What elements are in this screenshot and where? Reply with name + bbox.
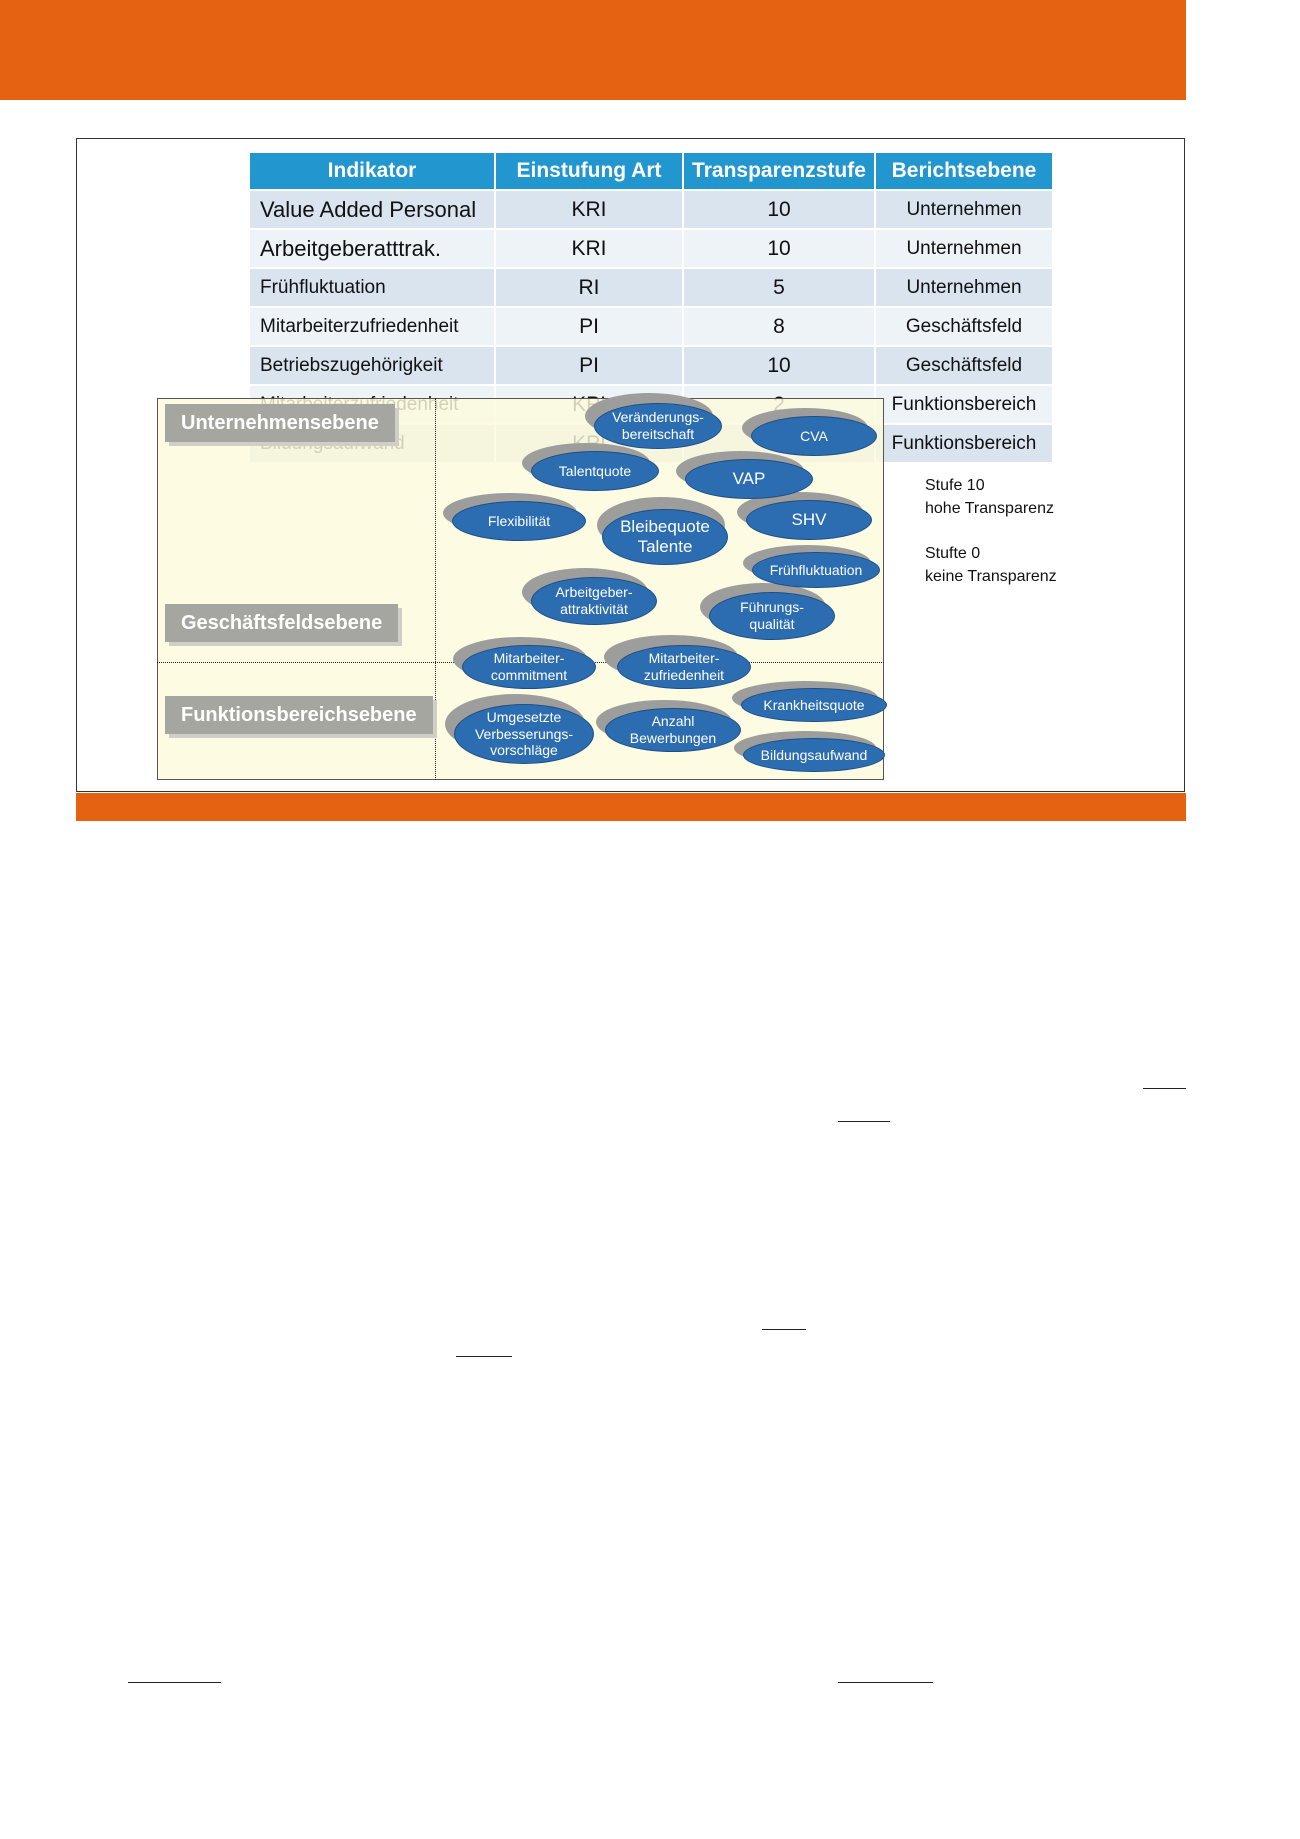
- ellipse-mitarbeitercommitment: Mitarbeiter- commitment: [462, 645, 596, 689]
- cell-level: 10: [684, 191, 874, 228]
- footnote-underline: [456, 1356, 512, 1357]
- table-row: [250, 191, 1052, 228]
- cell-indicator: Mitarbeiterzufriedenheit: [250, 308, 494, 345]
- ellipse-veraenderungsbereitschaft: Veränderungs- bereitschaft: [594, 403, 722, 449]
- cell-report: Geschäftsfeld: [876, 347, 1052, 384]
- table-row: [250, 308, 1052, 345]
- matrix-vertical-divider: [435, 398, 436, 780]
- cell-level: 10: [684, 347, 874, 384]
- table-row: [250, 347, 1052, 384]
- table-row: [250, 230, 1052, 267]
- footnote-underline: [128, 1682, 221, 1683]
- footnote-underline: [838, 1682, 933, 1683]
- ellipse-verbesserungsvorschlaege: Umgesetzte Verbesserungs- vorschläge: [454, 704, 594, 764]
- footnote-underline: [1143, 1088, 1186, 1089]
- legend-low-desc: keine Transparenz: [925, 568, 1057, 585]
- header-indikator: Indikator: [250, 153, 494, 189]
- ellipse-bildungsaufwand: Bildungsaufwand: [743, 738, 885, 772]
- footnote-underline: [838, 1121, 890, 1122]
- cell-indicator: Value Added Personal: [250, 191, 494, 228]
- level-label-function: Funktionsbereichsebene: [165, 696, 433, 734]
- ellipse-shv: SHV: [746, 500, 872, 540]
- cell-level: 10: [684, 230, 874, 267]
- cell-type: PI: [496, 308, 682, 345]
- ellipse-fuehrungsqualitaet: Führungs- qualität: [709, 592, 835, 640]
- table-header-row: [250, 153, 1052, 189]
- ellipse-arbeitgeberattraktivitaet: Arbeitgeber- attraktivität: [531, 577, 657, 625]
- legend-high-level: Stufe 10: [925, 477, 985, 494]
- cell-type: RI: [496, 269, 682, 306]
- cell-report: Geschäftsfeld: [876, 308, 1052, 345]
- legend-high-desc: hohe Transparenz: [925, 500, 1054, 517]
- bottom-orange-band: [76, 793, 1186, 821]
- top-orange-band: [0, 0, 1186, 100]
- cell-report: Funktionsbereich: [876, 425, 1052, 462]
- header-einstufung: Einstufung Art: [496, 153, 682, 189]
- cell-level: 8: [684, 308, 874, 345]
- cell-report: Unternehmen: [876, 269, 1052, 306]
- cell-type: PI: [496, 347, 682, 384]
- ellipse-cva: CVA: [751, 416, 877, 456]
- ellipse-vap: VAP: [685, 459, 813, 499]
- ellipse-krankheitsquote: Krankheitsquote: [741, 688, 887, 722]
- legend-low-level: Stufte 0: [925, 545, 981, 562]
- cell-indicator: Arbeitgeberatttrak.: [250, 230, 494, 267]
- ellipse-fruehfluktuation: Frühfluktuation: [752, 552, 880, 588]
- cell-level: 5: [684, 269, 874, 306]
- level-label-company: Unternehmensebene: [165, 404, 395, 442]
- footnote-underline: [762, 1329, 806, 1330]
- cell-indicator: Betriebszugehörigkeit: [250, 347, 494, 384]
- cell-report: Unternehmen: [876, 191, 1052, 228]
- cell-report: Unternehmen: [876, 230, 1052, 267]
- ellipse-talentquote: Talentquote: [531, 451, 659, 491]
- ellipse-anzahl-bewerbungen: Anzahl Bewerbungen: [605, 708, 741, 752]
- cell-indicator: Frühfluktuation: [250, 269, 494, 306]
- cell-report: Funktionsbereich: [876, 386, 1052, 423]
- table-row: [250, 269, 1052, 306]
- cell-type: KRI: [496, 191, 682, 228]
- cell-type: KRI: [496, 230, 682, 267]
- ellipse-mitarbeiterzufriedenheit: Mitarbeiter- zufriedenheit: [617, 645, 751, 689]
- level-label-business: Geschäftsfeldsebene: [165, 604, 398, 642]
- header-transparenzstufe: Transparenzstufe: [684, 153, 874, 189]
- ellipse-flexibilitaet: Flexibilität: [452, 501, 586, 541]
- header-berichtsebene: Berichtsebene: [876, 153, 1052, 189]
- ellipse-bleibequote-talente: Bleibequote Talente: [602, 509, 728, 565]
